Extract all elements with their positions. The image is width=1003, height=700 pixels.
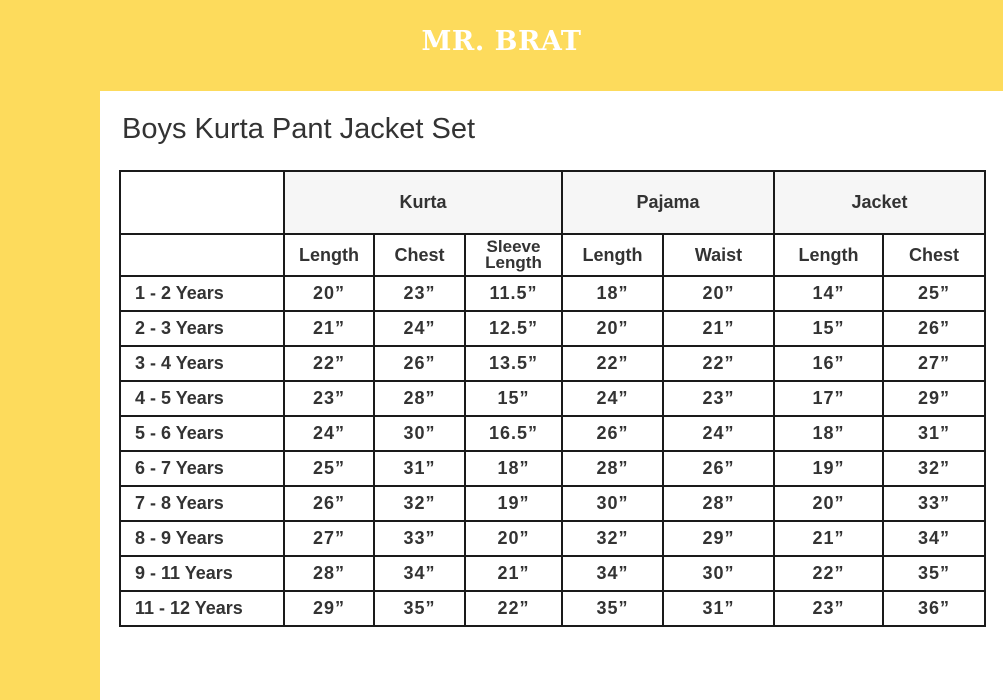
cell-jacket-length: 22” [774, 556, 883, 591]
table-row [120, 311, 985, 346]
column-header-pajama-length: Length [562, 234, 663, 276]
cell-jacket-chest: 36” [883, 591, 985, 626]
table-row [120, 276, 985, 311]
cell-pajama-waist: 24” [663, 416, 774, 451]
cell-pajama-length: 22” [562, 346, 663, 381]
group-header-pajama: Pajama [562, 171, 774, 234]
cell-jacket-length: 20” [774, 486, 883, 521]
cell-kurta-sleeve-length: 15” [465, 381, 562, 416]
cell-kurta-sleeve-length: 13.5” [465, 346, 562, 381]
cell-pajama-length: 18” [562, 276, 663, 311]
cell-kurta-sleeve-length: 18” [465, 451, 562, 486]
size-chart-table [119, 170, 986, 627]
cell-kurta-sleeve-length: 11.5” [465, 276, 562, 311]
cell-kurta-length: 27” [284, 521, 374, 556]
group-header-kurta: Kurta [284, 171, 562, 234]
cell-kurta-chest: 28” [374, 381, 465, 416]
cell-pajama-waist: 22” [663, 346, 774, 381]
cell-age: 9 - 11 Years [120, 556, 284, 591]
cell-pajama-length: 32” [562, 521, 663, 556]
cell-pajama-waist: 21” [663, 311, 774, 346]
cell-kurta-sleeve-length: 19” [465, 486, 562, 521]
cell-kurta-chest: 33” [374, 521, 465, 556]
cell-kurta-length: 29” [284, 591, 374, 626]
cell-jacket-chest: 27” [883, 346, 985, 381]
column-header-pajama-waist: Waist [663, 234, 774, 276]
table-row [120, 521, 985, 556]
column-header-kurta-chest: Chest [374, 234, 465, 276]
cell-jacket-length: 21” [774, 521, 883, 556]
cell-jacket-length: 19” [774, 451, 883, 486]
cell-age: 5 - 6 Years [120, 416, 284, 451]
cell-pajama-length: 35” [562, 591, 663, 626]
cell-jacket-length: 14” [774, 276, 883, 311]
group-header-blank [120, 171, 284, 234]
cell-kurta-sleeve-length: 21” [465, 556, 562, 591]
cell-pajama-waist: 31” [663, 591, 774, 626]
cell-jacket-chest: 34” [883, 521, 985, 556]
cell-jacket-length: 16” [774, 346, 883, 381]
page-title: Boys Kurta Pant Jacket Set [122, 113, 476, 145]
cell-pajama-length: 30” [562, 486, 663, 521]
cell-kurta-chest: 32” [374, 486, 465, 521]
cell-kurta-sleeve-length: 22” [465, 591, 562, 626]
cell-pajama-waist: 30” [663, 556, 774, 591]
cell-jacket-length: 18” [774, 416, 883, 451]
cell-pajama-length: 34” [562, 556, 663, 591]
cell-jacket-chest: 29” [883, 381, 985, 416]
table-row [120, 346, 985, 381]
table-row [120, 591, 985, 626]
cell-pajama-waist: 29” [663, 521, 774, 556]
cell-kurta-chest: 31” [374, 451, 465, 486]
cell-kurta-chest: 35” [374, 591, 465, 626]
cell-pajama-length: 24” [562, 381, 663, 416]
cell-pajama-waist: 20” [663, 276, 774, 311]
column-header-jacket-length: Length [774, 234, 883, 276]
cell-jacket-chest: 32” [883, 451, 985, 486]
cell-age: 2 - 3 Years [120, 311, 284, 346]
group-header-jacket: Jacket [774, 171, 985, 234]
cell-jacket-chest: 31” [883, 416, 985, 451]
table-row [120, 416, 985, 451]
cell-jacket-chest: 33” [883, 486, 985, 521]
cell-kurta-chest: 26” [374, 346, 465, 381]
cell-pajama-length: 26” [562, 416, 663, 451]
cell-pajama-length: 28” [562, 451, 663, 486]
cell-kurta-length: 22” [284, 346, 374, 381]
column-header-age [120, 234, 284, 276]
cell-pajama-waist: 26” [663, 451, 774, 486]
cell-age: 6 - 7 Years [120, 451, 284, 486]
column-header-jacket-chest: Chest [883, 234, 985, 276]
brand-logo: MR. BRAT [421, 26, 582, 57]
content-panel [100, 91, 1003, 700]
cell-age: 4 - 5 Years [120, 381, 284, 416]
cell-age: 3 - 4 Years [120, 346, 284, 381]
cell-kurta-chest: 23” [374, 276, 465, 311]
cell-pajama-waist: 28” [663, 486, 774, 521]
cell-pajama-length: 20” [562, 311, 663, 346]
cell-pajama-waist: 23” [663, 381, 774, 416]
cell-jacket-length: 23” [774, 591, 883, 626]
column-header-kurta-length: Length [284, 234, 374, 276]
cell-kurta-sleeve-length: 16.5” [465, 416, 562, 451]
cell-jacket-chest: 25” [883, 276, 985, 311]
cell-kurta-length: 28” [284, 556, 374, 591]
group-header-row [120, 171, 985, 234]
cell-kurta-length: 26” [284, 486, 374, 521]
table-row [120, 486, 985, 521]
cell-kurta-chest: 30” [374, 416, 465, 451]
cell-age: 8 - 9 Years [120, 521, 284, 556]
cell-age: 1 - 2 Years [120, 276, 284, 311]
cell-kurta-chest: 34” [374, 556, 465, 591]
column-header-row [120, 234, 985, 276]
cell-kurta-length: 21” [284, 311, 374, 346]
cell-jacket-length: 15” [774, 311, 883, 346]
cell-jacket-chest: 26” [883, 311, 985, 346]
cell-age: 7 - 8 Years [120, 486, 284, 521]
cell-kurta-chest: 24” [374, 311, 465, 346]
table-row [120, 556, 985, 591]
column-header-kurta-sleeve-length: Sleeve Length [465, 234, 562, 276]
cell-kurta-sleeve-length: 20” [465, 521, 562, 556]
cell-kurta-length: 25” [284, 451, 374, 486]
table-row [120, 451, 985, 486]
cell-age: 11 - 12 Years [120, 591, 284, 626]
cell-jacket-length: 17” [774, 381, 883, 416]
cell-kurta-length: 24” [284, 416, 374, 451]
table-row [120, 381, 985, 416]
cell-kurta-length: 23” [284, 381, 374, 416]
cell-kurta-sleeve-length: 12.5” [465, 311, 562, 346]
cell-kurta-length: 20” [284, 276, 374, 311]
cell-jacket-chest: 35” [883, 556, 985, 591]
